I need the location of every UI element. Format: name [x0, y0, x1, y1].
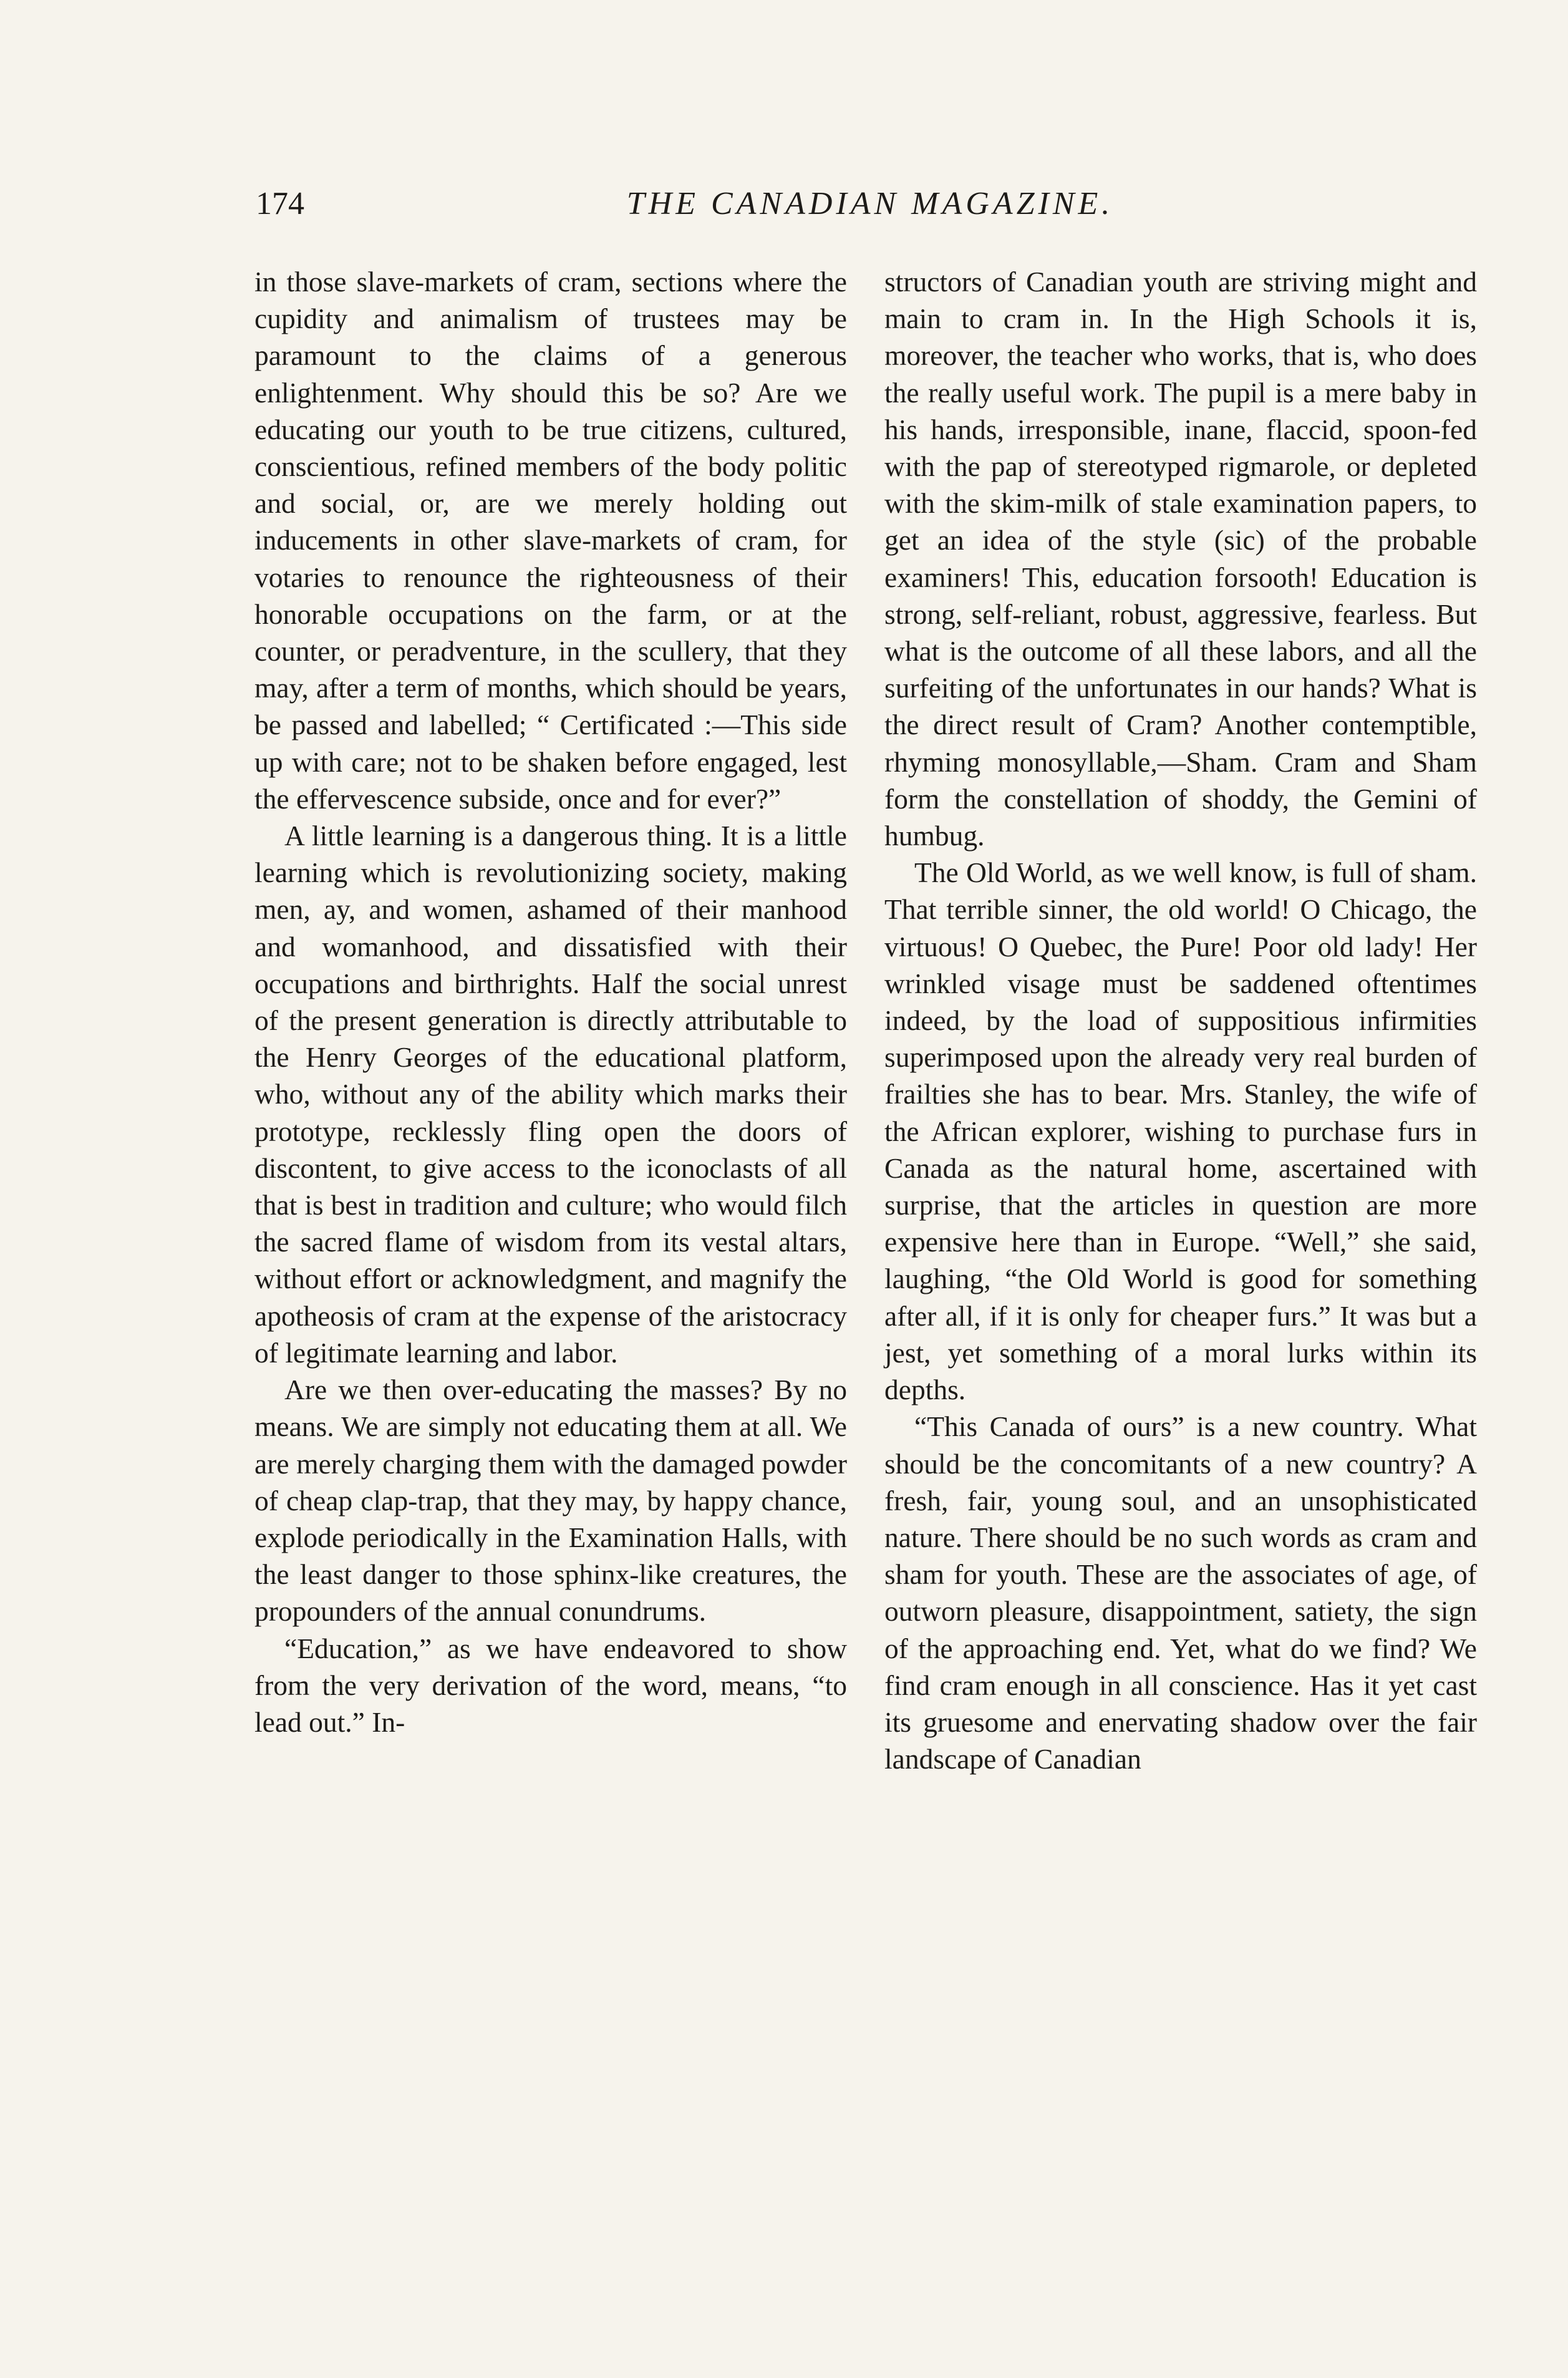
paragraph: A little learning is a dangerous thing. It is a little learning which is revolutionizing society, making men, ay, and women, ashamed of their manhood and womanhood, and dissatisfied with their occupations and birthrights. Half the social unrest of the present generation is directly attributable to the Henry Georges of the educational platform, who, without any of the ability which marks their prototype, recklessly fling open the doors of discontent, to give access to the iconoclasts of all that is best in tradition and culture; who would filch the sacred flame of wisdom from its vestal altars, without effort or acknowledgment, and magnify the apotheosis of cram at the expense of the aristocracy of legitimate learning and labor. [254, 820, 847, 1369]
running-title: THE CANADIAN MAGAZINE. [626, 186, 1114, 221]
paragraph: structors of Canadian youth are striving might and main to cram in. In the High Schools it is, moreover, the teacher who works, that is, who does the really useful work. The pupil is a mere baby in his hands, irresponsible, inane, flaccid, spoon-fed with the pap of stereotyped rigmarole, or depleted with the skim-milk of stale examination papers, to get an idea of the style (sic) of the probable examiners! This, education forsooth! Education is strong, self-reliant, robust, aggressive, fearless. But what is the outcome of all these labors, and all the surfeiting of the unfortunates in our hands? What is the direct result of Cram? Another contemptible, rhyming monosyllable,—Sham. Cram and Sham form the constellation of shoddy, the Gemini of humbug. [884, 266, 1477, 852]
paragraph: Are we then over-educating the masses? By no means. We are simply not educating them at all. We are merely charging them with the damaged powder of cheap clap-trap, that they may, by happy chance, explode periodically in the Examination Halls, with the least danger to those sphinx-like creatures, the propounders of the annual conundrums. [254, 1374, 847, 1628]
paragraph: in those slave-markets of cram, sections where the cupidity and animalism of trustees may be paramount to the claims of a generous enlightenment. Why should this be so? Are we educating our youth to be true citizens, cultured, conscientious, refined members of the body politic and social, or, are we merely holding out inducements in other slave-markets of cram, for votaries to renounce the righteousness of their honorable occupations on the farm, or at the counter, or peradventure, in the scullery, that they may, after a term of months, which should be years, be passed and labelled; “ Certificated :—This side up with care; not to be shaken before engaged, lest the effervescence subside, once and for ever?” [254, 266, 847, 815]
paragraph: “Education,” as we have endeavored to show from the very derivation of the word, means, “to lead out.” In- [254, 1632, 847, 1738]
paragraph: The Old World, as we well know, is full of sham. That terrible sinner, the old world! O Chicago, the virtuous! O Quebec, the Pure! Poor old lady! Her wrinkled visage must be saddened oftentimes indeed, by the load of suppositious infirmities superimposed upon the already very real burden of frailties she has to bear. Mrs. Stanley, the wife of the African explorer, wishing to purchase furs in Canada as the natural home, ascertained with surprise, that the articles in question are more expensive here than in Europe. “Well,” she said, laughing, “the Old World is good for something after all, if it is only for cheaper furs.” It was but a jest, yet something of a moral lurks within its depths. [884, 857, 1477, 1406]
right-column [884, 263, 1477, 1777]
page-number: 174 [256, 186, 304, 221]
page-header [256, 176, 1484, 232]
left-column [254, 263, 847, 1740]
paragraph: “This Canada of ours” is a new country. What should be the concomitants of a new country? A fresh, fair, young soul, and an unsophisticated nature. There should be no such words as cram and sham for youth. These are the associates of age, of outworn pleasure, disappointment, satiety, the sign of the approaching end. Yet, what do we find? We find cram enough in all conscience. Has it yet cast its gruesome and enervating shadow over the fair landscape of Canadian [884, 1410, 1477, 1775]
